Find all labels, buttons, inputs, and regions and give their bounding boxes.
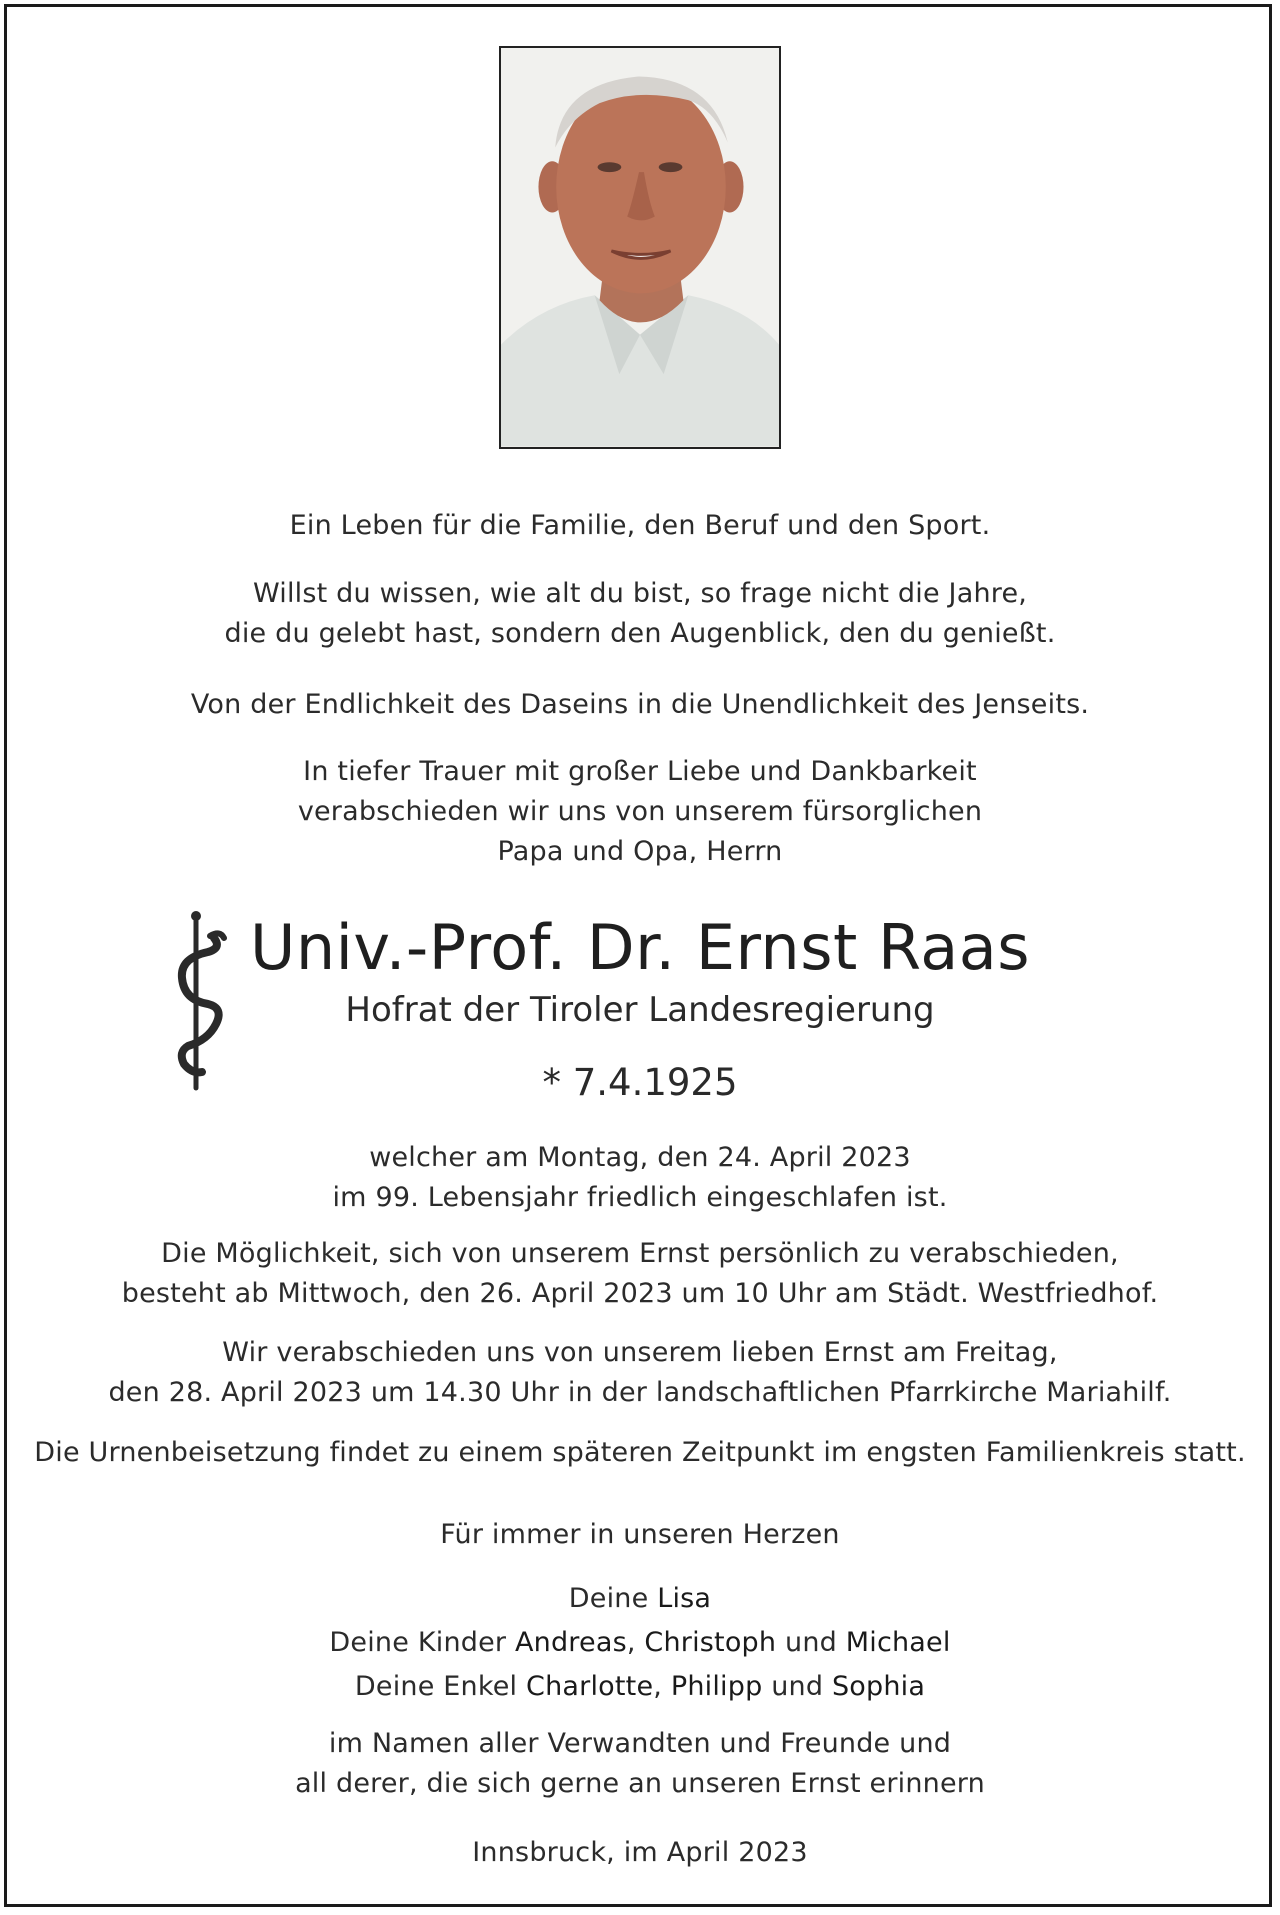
death-line: im 99. Lebensjahr friedlich eingeschlafen ist. [332,1182,948,1213]
family-prefix: Deine [568,1583,658,1614]
family-wife [0,1577,1280,1621]
relatives-line: all derer, die sich gerne an unseren Ernst erinnern [295,1768,985,1799]
urn-block [0,1433,1280,1473]
family-name: Andreas [514,1627,627,1658]
relatives-block [0,1724,1280,1804]
family-children [0,1621,1280,1665]
viewing-block [0,1234,1280,1314]
family-sep: und [776,1627,846,1658]
deceased-name: Univ.-Prof. Dr. Ernst Raas [249,911,1031,984]
place-date [0,1833,1280,1873]
quote-line: Von der Endlichkeit des Daseins in die Unendlichkeit des Jenseits. [190,689,1090,720]
quote-line: Ein Leben für die Familie, den Beruf und den Sport. [289,510,991,541]
intro-line: verabschieden wir uns von unserem fürsorglichen [297,796,983,827]
family-name: Philipp [670,1671,763,1702]
closing-line: Für immer in unseren Herzen [440,1519,840,1550]
family-sep: , [626,1627,645,1658]
family-name: Charlotte [526,1671,654,1702]
intro-line: Papa und Opa, Herrn [497,836,783,867]
intro-block [0,752,1280,872]
family-grandchildren [0,1665,1280,1709]
intro-line: In tiefer Trauer mit großer Liebe und Dankbarkeit [303,756,977,787]
family-name: Christoph [644,1627,777,1658]
rod-of-asclepius-icon [172,908,232,1092]
service-line: Wir verabschieden uns von unserem lieben Ernst am Freitag, [222,1337,1058,1368]
family-prefix: Deine Enkel [354,1671,527,1702]
portrait-photo [499,46,781,449]
service-block [0,1333,1280,1413]
family-prefix: Deine Kinder [329,1627,515,1658]
family-block [0,1577,1280,1709]
death-line: welcher am Montag, den 24. April 2023 [369,1142,911,1173]
deceased-title: Hofrat der Tiroler Landesregierung [345,990,935,1030]
family-name: Michael [845,1627,951,1658]
viewing-line: besteht ab Mittwoch, den 26. April 2023 um 10 Uhr am Städt. Westfriedhof. [121,1278,1159,1309]
family-name: Lisa [657,1583,712,1614]
closing-block [0,1515,1280,1555]
service-line: den 28. April 2023 um 14.30 Uhr in der landschaftlichen Pfarrkirche Mariahilf. [108,1377,1172,1408]
family-sep: und [762,1671,832,1702]
family-name: Sophia [831,1671,926,1702]
quote-block [0,685,1280,725]
quote-block [0,574,1280,654]
viewing-line: Die Möglichkeit, sich von unserem Ernst persönlich zu verabschieden, [161,1238,1119,1269]
family-sep: , [653,1671,671,1702]
birth-date: * 7.4.1925 [542,1061,738,1104]
place-date-line: Innsbruck, im April 2023 [472,1837,808,1868]
urn-line: Die Urnenbeisetzung findet zu einem späteren Zeitpunkt im engsten Familienkreis statt. [34,1437,1246,1468]
quote-line: Willst du wissen, wie alt du bist, so frage nicht die Jahre, [252,578,1028,609]
relatives-line: im Namen aller Verwandten und Freunde und [328,1728,952,1759]
death-block [0,1138,1280,1218]
quote-line: die du gelebt hast, sondern den Augenblick, den du genießt. [224,618,1056,649]
quote-block [0,506,1280,546]
